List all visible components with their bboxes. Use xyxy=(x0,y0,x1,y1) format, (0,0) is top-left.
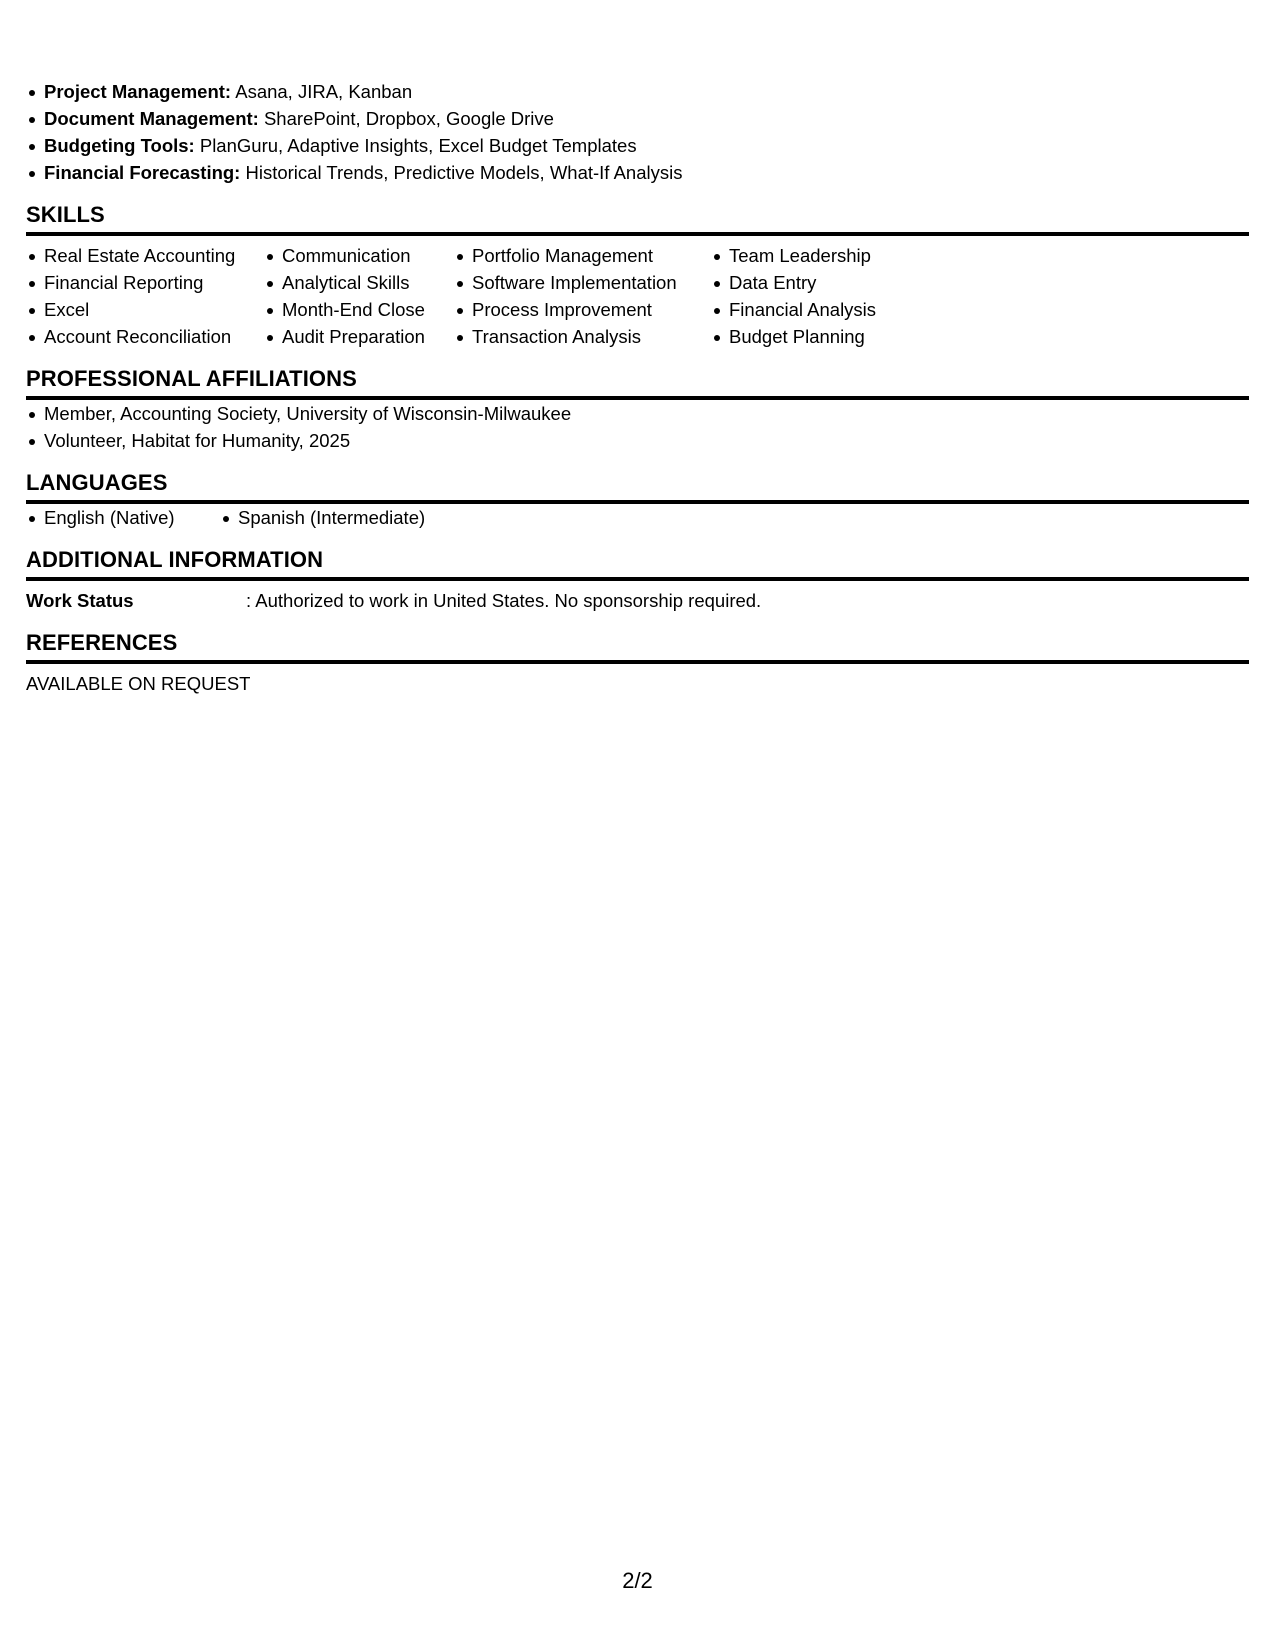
list-item xyxy=(26,159,1249,186)
skill-item: Analytical Skills xyxy=(264,269,454,296)
skill-item: Portfolio Management xyxy=(454,242,711,269)
skill-item: Software Implementation xyxy=(454,269,711,296)
languages-heading: LANGUAGES xyxy=(26,470,1249,504)
languages-section xyxy=(26,470,1249,531)
affiliations-section xyxy=(26,366,1249,454)
skill-item: Real Estate Accounting xyxy=(26,242,264,269)
tool-label: Financial Forecasting: xyxy=(44,162,241,183)
skill-item: Process Improvement xyxy=(454,296,711,323)
tool-label: Budgeting Tools: xyxy=(44,135,195,156)
skills-column xyxy=(264,242,454,350)
affiliation-item: Member, Accounting Society, University of Wisconsin-Milwaukee xyxy=(26,400,1249,427)
tools-list xyxy=(26,78,1249,186)
tool-value: PlanGuru, Adaptive Insights, Excel Budget Templates xyxy=(194,135,637,156)
list-item xyxy=(26,105,1249,132)
affiliations-list xyxy=(26,400,1249,454)
skill-item: Account Reconciliation xyxy=(26,323,264,350)
skill-item: Financial Analysis xyxy=(711,296,931,323)
languages-list xyxy=(26,504,1249,531)
tool-label: Document Management: xyxy=(44,108,259,129)
skills-column xyxy=(711,242,931,350)
skill-item: Excel xyxy=(26,296,264,323)
skill-item: Financial Reporting xyxy=(26,269,264,296)
affiliation-item: Volunteer, Habitat for Humanity, 2025 xyxy=(26,427,1249,454)
work-status-row xyxy=(26,587,1249,614)
skills-column xyxy=(454,242,711,350)
skill-item: Transaction Analysis xyxy=(454,323,711,350)
tool-value: Historical Trends, Predictive Models, What-If Analysis xyxy=(240,162,683,183)
additional-info-heading: ADDITIONAL INFORMATION xyxy=(26,547,1249,581)
resume-page xyxy=(26,78,1249,697)
work-status-label: Work Status xyxy=(26,590,134,611)
language-item: Spanish (Intermediate) xyxy=(220,504,425,531)
page-number: 2/2 xyxy=(622,1568,653,1593)
skills-column xyxy=(26,242,264,350)
skills-section xyxy=(26,202,1249,350)
work-status-value: : Authorized to work in United States. No sponsorship required. xyxy=(246,590,762,611)
tool-value: Asana, JIRA, Kanban xyxy=(231,81,413,102)
additional-info-section xyxy=(26,547,1249,614)
skill-item: Communication xyxy=(264,242,454,269)
skills-heading: SKILLS xyxy=(26,202,1249,236)
references-text: AVAILABLE ON REQUEST xyxy=(26,673,251,694)
list-item xyxy=(26,132,1249,159)
affiliations-heading: PROFESSIONAL AFFILIATIONS xyxy=(26,366,1249,400)
skill-item: Team Leadership xyxy=(711,242,931,269)
list-item xyxy=(26,78,1249,105)
references-section xyxy=(26,630,1249,697)
language-item: English (Native) xyxy=(26,504,220,531)
skill-item: Budget Planning xyxy=(711,323,931,350)
tool-value: SharePoint, Dropbox, Google Drive xyxy=(258,108,554,129)
tool-label: Project Management: xyxy=(44,81,232,102)
skill-item: Data Entry xyxy=(711,269,931,296)
references-heading: REFERENCES xyxy=(26,630,1249,664)
skill-item: Month-End Close xyxy=(264,296,454,323)
skills-grid xyxy=(26,242,1249,350)
skill-item: Audit Preparation xyxy=(264,323,454,350)
